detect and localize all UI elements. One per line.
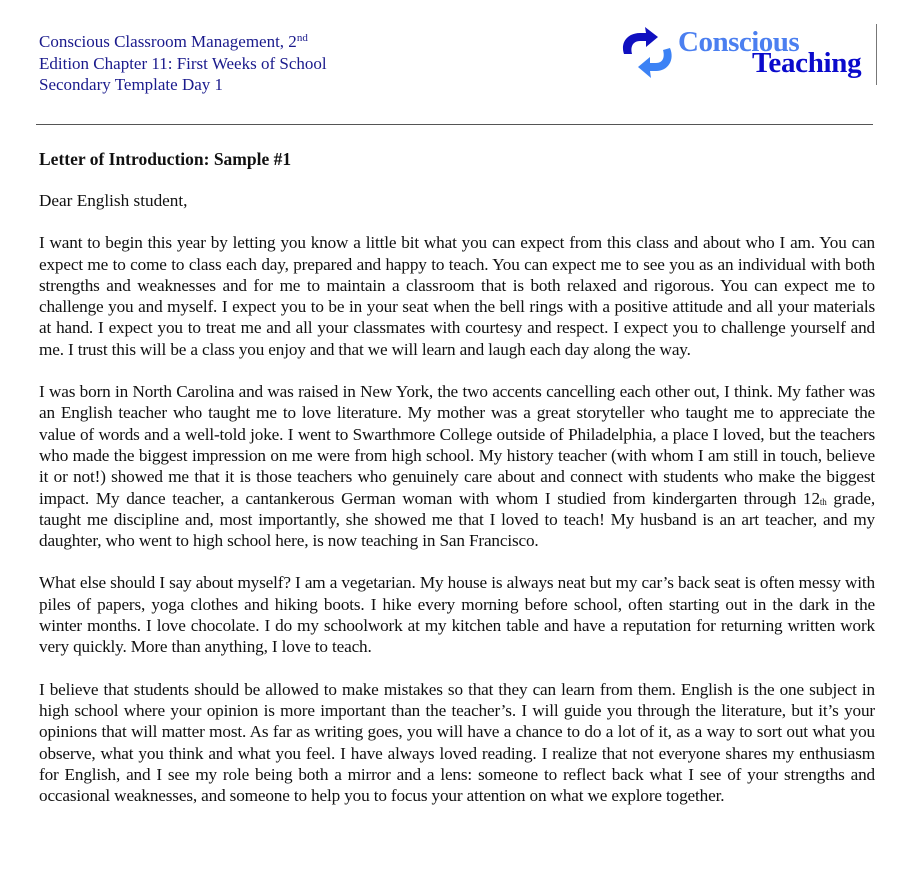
logo-word-conscious: Conscious: [678, 26, 800, 58]
logo-word-teaching: Teaching: [752, 47, 862, 79]
document-header-title: [39, 31, 419, 96]
ordinal-subscript: th: [819, 496, 827, 507]
logo-divider: [876, 24, 877, 85]
header-title-line-3: Secondary Template Day 1: [39, 75, 224, 94]
header-divider: [36, 124, 873, 125]
letter-body: [39, 147, 875, 827]
paragraph-background: I was born in North Carolina and was raised in New York, the two accents cancelling each other out, I think. My father was an English teacher who taught me to love literature. My mother was a great storyteller who taught me to appreciate the value of words and a well-told joke. I went to Swarthmore College outside of Philadelphia, a place I loved, but the teachers who made the biggest impression on me were from high school. My history teacher (with whom I am still in touch, believe it or not!) showed me that it is those teachers who genuinely care about and connect with students who make the biggest impact. My dance teacher, a cantankerous German woman with whom I studied from kindergarten through $12_{th}$ grade, taught me discipline and, most importantly, she showed me that I loved to teach! My husband is an art teacher, and my daughter, who went to high school here, is now teaching in San Francisco.: [39, 382, 875, 551]
paragraph-expectations: I want to begin this year by letting you know a little bit what you can expect from this class and about who I am. You can expect me to come to class each day, prepared and happy to teach. You can expect me to see you as an individual with both strengths and weaknesses and for me to maintain a classroom that is both relaxed and rigorous. You can expect me to challenge you and myself. I expect you to be in your seat when the bell rings with a positive attitude and all your materials at hand. I expect you to treat me and all your classmates with courtesy and respect. I expect you to challenge yourself and me. I trust this will be a class you enjoy and that we will learn and laugh each day along the way.: [39, 233, 875, 359]
header-title-line-2: Edition Chapter 11: First Weeks of School: [39, 53, 327, 73]
paragraph-about-me: What else should I say about myself? I am a vegetarian. My house is always neat but my car’s back seat is often messy with piles of papers, yoga clothes and hiking boots. I hike every morning before school, often starting out in the dark in the winter months. I love chocolate. I do my schoolwork at my kitchen table and have a reputation for returning written work very quickly. More than anything, I love to teach.: [39, 573, 875, 657]
letter-heading: Letter of Introduction: Sample #1: [39, 149, 292, 169]
header-title-line-1: Conscious Classroom Management, 2nd: [39, 32, 308, 51]
paragraph-philosophy: I believe that students should be allowed to make mistakes so that they can learn from them. English is the one subject in high school where your opinion is more important than the teacher’s. I will guide you through the literature, but it’s your opinions that will matter most. As far as writing goes, you will have a chance to do a lot of it, as a way to sort out what you observe, what you think and what you feel. I have always loved reading. I realize that not everyone shares my enthusiasm for English, and I see my role being both a mirror and a lens: someone to reflect back what I see of your strengths and occasional weaknesses, and someone to help you to focus your attention on what we explore together.: [39, 679, 875, 806]
ordinal-superscript: nd: [296, 32, 308, 44]
letter-salutation: Dear English student,: [39, 191, 188, 210]
